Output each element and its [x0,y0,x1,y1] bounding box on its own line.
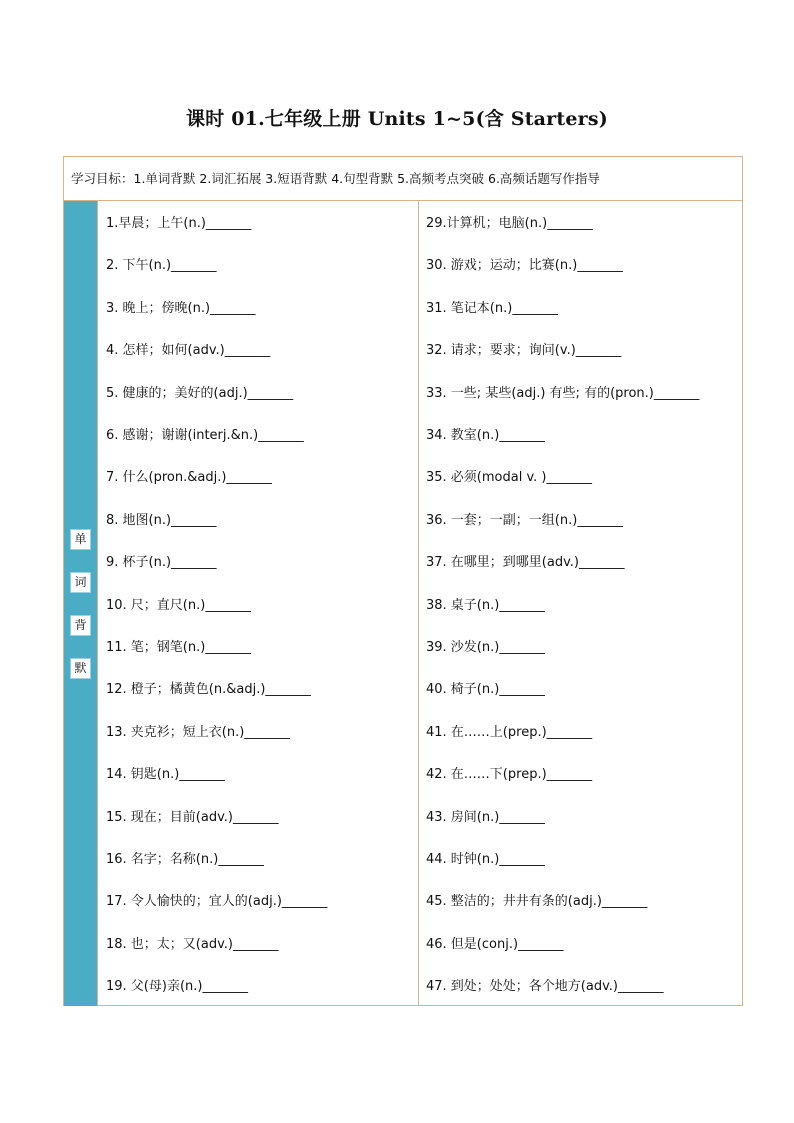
vocab-item: 32. 请求；要求；询问(v.)_______ [426,343,622,359]
vocab-item: 41. 在……上(prep.)_______ [426,724,593,740]
section-label-char: 单 [70,529,91,550]
vocab-item: 30. 游戏；运动；比赛(n.)_______ [426,258,623,274]
section-sidebar [64,201,98,1006]
vocab-item: 19. 父(母)亲(n.)_______ [106,979,248,995]
vocab-item: 35. 必须(modal v. )_______ [426,470,592,486]
section-label-char: 背 [70,615,91,636]
vocab-item: 16. 名字；名称(n.)_______ [106,852,264,867]
vocab-item: 38. 桌子(n.)_______ [426,597,545,613]
vocab-item: 17. 令人愉快的；宜人的(adj.)_______ [106,894,328,910]
vocab-item: 11. 笔；钢笔(n.)_______ [106,640,251,655]
vocab-item: 7. 什么(pron.&adj.)_______ [106,470,272,486]
vocab-item: 15. 现在；目前(adv.)_______ [106,809,279,825]
right-column [419,201,743,1006]
vocab-item: 18. 也；太；又(adv.)_______ [106,936,279,952]
vocab-item: 43. 房间(n.)_______ [426,809,545,825]
vocab-item: 34. 教室(n.)_______ [426,428,545,443]
section-label-char: 默 [70,658,91,679]
vocab-item: 3. 晚上；傍晚(n.)_______ [106,300,256,316]
vocab-item: 33. 一些; 某些(adj.) 有些; 有的(pron.)_______ [426,385,700,401]
vocab-item: 12. 橙子；橘黄色(n.&adj.)_______ [106,682,311,698]
vocab-item: 31. 笔记本(n.)_______ [426,300,558,316]
vocab-item: 5. 健康的；美好的(adj.)_______ [106,385,294,401]
vocab-item: 13. 夹克衫；短上衣(n.)_______ [106,724,290,740]
vocab-item: 9. 杯子(n.)_______ [106,555,217,571]
learning-goals: 学习目标：1.单词背默 2.词汇拓展 3.短语背默 4.句型背默 5.高频考点突破 6.高频话题写作指导 [64,157,742,201]
vocab-item: 10. 尺；直尺(n.)_______ [106,597,251,613]
section-label [70,529,91,701]
page-title: 课时 01.七年级上册 Units 1~5(含 Starters) [186,108,608,130]
vocabulary-table [63,156,743,1006]
vocab-item: 6. 感谢；谢谢(interj.&n.)_______ [106,428,304,443]
vocab-item: 29.计算机；电脑(n.)_______ [426,216,593,231]
vocab-item: 37. 在哪里；到哪里(adv.)_______ [426,555,625,571]
vocab-item: 1.早晨；上午(n.)_______ [106,216,252,231]
vocab-item: 47. 到处；处处；各个地方(adv.)_______ [426,979,664,995]
vocab-item: 40. 椅子(n.)_______ [426,682,545,698]
vocab-item: 14. 钥匙(n.)_______ [106,767,225,783]
vocab-item: 45. 整洁的；井井有条的(adj.)_______ [426,894,648,910]
vocab-item: 42. 在……下(prep.)_______ [426,767,593,783]
vocab-item: 46. 但是(conj.)_______ [426,936,564,952]
vocab-item: 4. 怎样；如何(adv.)_______ [106,343,271,359]
vocab-item: 8. 地图(n.)_______ [106,512,217,528]
vocab-item: 2. 下午(n.)_______ [106,258,217,274]
vocab-item: 36. 一套；一副；一组(n.)_______ [426,512,623,528]
vocab-item: 39. 沙发(n.)_______ [426,640,545,655]
left-column [98,201,419,1006]
section-label-char: 词 [70,572,91,593]
vocab-item: 44. 时钟(n.)_______ [426,852,545,867]
